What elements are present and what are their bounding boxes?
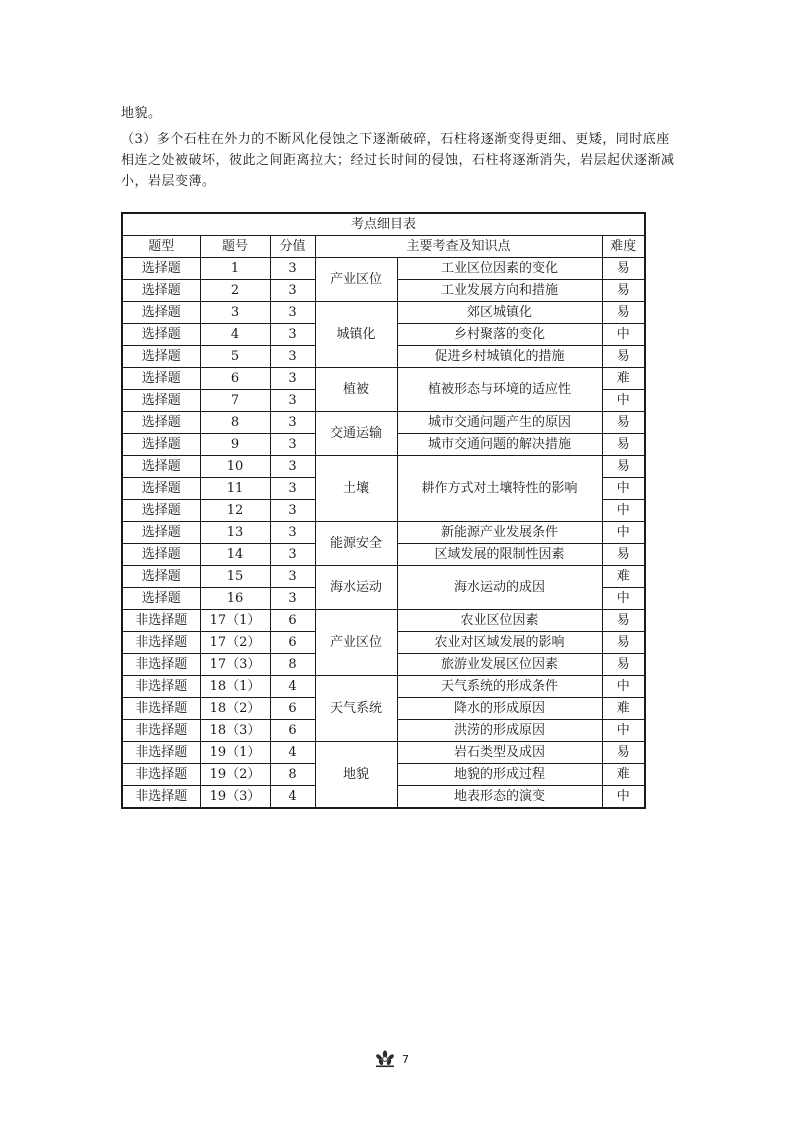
- cell-point: 城市交通问题产生的原因: [397, 412, 602, 434]
- cell-number: 10: [200, 456, 270, 478]
- cell-number: 18（2）: [200, 698, 270, 720]
- cell-point: 耕作方式对土壤特性的影响: [397, 456, 602, 522]
- cell-difficulty: 难: [602, 698, 645, 720]
- table-row: [122, 456, 645, 478]
- cell-difficulty: 易: [602, 610, 645, 632]
- page-footer: [374, 1050, 409, 1068]
- cell-point: 降水的形成原因: [397, 698, 602, 720]
- cell-number: 14: [200, 544, 270, 566]
- cell-point: 工业区位因素的变化: [397, 258, 602, 280]
- table-row: [122, 522, 645, 544]
- cell-type: 选择题: [122, 412, 200, 434]
- cell-type: 选择题: [122, 390, 200, 412]
- cell-type: 非选择题: [122, 720, 200, 742]
- cell-type: 选择题: [122, 500, 200, 522]
- table-row: [122, 302, 645, 324]
- cell-point: 区域发展的限制性因素: [397, 544, 602, 566]
- cell-type: 非选择题: [122, 742, 200, 764]
- cell-score: 6: [270, 698, 315, 720]
- cell-score: 3: [270, 500, 315, 522]
- cell-type: 选择题: [122, 456, 200, 478]
- cell-score: 3: [270, 302, 315, 324]
- cell-type: 非选择题: [122, 610, 200, 632]
- cell-number: 3: [200, 302, 270, 324]
- cell-difficulty: 难: [602, 566, 645, 588]
- cell-point: 植被形态与环境的适应性: [397, 368, 602, 412]
- cell-point: 地貌的形成过程: [397, 764, 602, 786]
- cell-difficulty: 中: [602, 478, 645, 500]
- table-header-row: [122, 236, 645, 258]
- cell-difficulty: 易: [602, 346, 645, 368]
- table-row: [122, 412, 645, 434]
- cell-number: 19（3）: [200, 786, 270, 809]
- cell-topic: 地貌: [315, 742, 397, 809]
- cell-number: 16: [200, 588, 270, 610]
- table-row: [122, 742, 645, 764]
- cell-number: 17（3）: [200, 654, 270, 676]
- cell-score: 6: [270, 632, 315, 654]
- paragraph-answer-3: （3）多个石柱在外力的不断风化侵蚀之下逐渐破碎，石柱将逐渐变得更细、更矮，同时底座相连之处被破坏，彼此之间距离拉大；经过长时间的侵蚀，石柱将逐渐消失，岩层起伏逐渐减小，岩层变薄。: [121, 132, 675, 189]
- cell-score: 8: [270, 764, 315, 786]
- cell-number: 8: [200, 412, 270, 434]
- cell-difficulty: 易: [602, 456, 645, 478]
- cell-score: 3: [270, 324, 315, 346]
- cell-difficulty: 易: [602, 654, 645, 676]
- cell-difficulty: 中: [602, 324, 645, 346]
- cell-number: 18（3）: [200, 720, 270, 742]
- cell-number: 4: [200, 324, 270, 346]
- cell-difficulty: 中: [602, 786, 645, 809]
- cell-type: 选择题: [122, 258, 200, 280]
- cell-difficulty: 难: [602, 368, 645, 390]
- cell-topic: 植被: [315, 368, 397, 412]
- cell-topic: 城镇化: [315, 302, 397, 368]
- cell-topic: 交通运输: [315, 412, 397, 456]
- cell-type: 选择题: [122, 346, 200, 368]
- cell-type: 选择题: [122, 434, 200, 456]
- cell-score: 3: [270, 522, 315, 544]
- cell-number: 17（2）: [200, 632, 270, 654]
- cell-difficulty: 易: [602, 434, 645, 456]
- cell-number: 1: [200, 258, 270, 280]
- cell-type: 选择题: [122, 522, 200, 544]
- cell-point: 农业区位因素: [397, 610, 602, 632]
- cell-difficulty: 中: [602, 522, 645, 544]
- cell-topic: 天气系统: [315, 676, 397, 742]
- cell-topic: 海水运动: [315, 566, 397, 610]
- cell-topic: 产业区位: [315, 610, 397, 676]
- cell-type: 选择题: [122, 478, 200, 500]
- cell-score: 6: [270, 610, 315, 632]
- cell-type: 选择题: [122, 302, 200, 324]
- table-row: [122, 368, 645, 390]
- cell-type: 非选择题: [122, 786, 200, 809]
- cell-type: 非选择题: [122, 632, 200, 654]
- cell-score: 3: [270, 434, 315, 456]
- cell-score: 8: [270, 654, 315, 676]
- cell-point: 洪涝的形成原因: [397, 720, 602, 742]
- cell-point: 农业对区域发展的影响: [397, 632, 602, 654]
- cell-point: 城市交通问题的解决措施: [397, 434, 602, 456]
- cell-score: 3: [270, 412, 315, 434]
- cell-difficulty: 中: [602, 588, 645, 610]
- cell-score: 3: [270, 346, 315, 368]
- cell-number: 17（1）: [200, 610, 270, 632]
- cell-type: 选择题: [122, 368, 200, 390]
- cell-number: 2: [200, 280, 270, 302]
- cell-type: 选择题: [122, 544, 200, 566]
- cell-number: 11: [200, 478, 270, 500]
- cell-number: 7: [200, 390, 270, 412]
- cell-point: 新能源产业发展条件: [397, 522, 602, 544]
- table-row: [122, 676, 645, 698]
- header-difficulty: 难度: [602, 236, 645, 258]
- cell-score: 3: [270, 566, 315, 588]
- cell-type: 非选择题: [122, 764, 200, 786]
- cell-type: 选择题: [122, 280, 200, 302]
- cell-difficulty: 易: [602, 412, 645, 434]
- paragraph-continuation: 地貌。: [121, 106, 162, 121]
- header-topic: 主要考查及知识点: [315, 236, 602, 258]
- cell-difficulty: 易: [602, 280, 645, 302]
- cell-score: 6: [270, 720, 315, 742]
- cell-point: 促进乡村城镇化的措施: [397, 346, 602, 368]
- cell-number: 15: [200, 566, 270, 588]
- cell-number: 6: [200, 368, 270, 390]
- cell-type: 选择题: [122, 566, 200, 588]
- table-row: [122, 258, 645, 280]
- header-score: 分值: [270, 236, 315, 258]
- cell-number: 12: [200, 500, 270, 522]
- cell-difficulty: 中: [602, 720, 645, 742]
- cell-difficulty: 中: [602, 390, 645, 412]
- cell-score: 3: [270, 258, 315, 280]
- cell-type: 非选择题: [122, 698, 200, 720]
- exam-detail-table: [121, 212, 646, 809]
- cell-difficulty: 易: [602, 302, 645, 324]
- page-number: 7: [402, 1052, 409, 1066]
- cell-point: 天气系统的形成条件: [397, 676, 602, 698]
- cell-score: 3: [270, 588, 315, 610]
- cell-type: 选择题: [122, 588, 200, 610]
- cell-difficulty: 易: [602, 544, 645, 566]
- cell-topic: 产业区位: [315, 258, 397, 302]
- cell-number: 9: [200, 434, 270, 456]
- cell-difficulty: 易: [602, 742, 645, 764]
- cell-difficulty: 中: [602, 500, 645, 522]
- cell-type: 非选择题: [122, 654, 200, 676]
- table-row: [122, 566, 645, 588]
- header-number: 题号: [200, 236, 270, 258]
- flower-logo-icon: [374, 1050, 396, 1068]
- cell-score: 4: [270, 786, 315, 809]
- cell-topic: 土壤: [315, 456, 397, 522]
- cell-type: 非选择题: [122, 676, 200, 698]
- cell-difficulty: 易: [602, 258, 645, 280]
- table-title: 考点细目表: [122, 213, 645, 236]
- cell-score: 4: [270, 676, 315, 698]
- cell-point: 工业发展方向和措施: [397, 280, 602, 302]
- cell-number: 19（2）: [200, 764, 270, 786]
- cell-score: 3: [270, 544, 315, 566]
- cell-number: 19（1）: [200, 742, 270, 764]
- cell-score: 3: [270, 478, 315, 500]
- cell-point: 旅游业发展区位因素: [397, 654, 602, 676]
- header-type: 题型: [122, 236, 200, 258]
- cell-point: 乡村聚落的变化: [397, 324, 602, 346]
- cell-number: 13: [200, 522, 270, 544]
- table-row: [122, 610, 645, 632]
- cell-point: 郊区城镇化: [397, 302, 602, 324]
- cell-difficulty: 易: [602, 632, 645, 654]
- cell-point: 海水运动的成因: [397, 566, 602, 610]
- cell-score: 4: [270, 742, 315, 764]
- cell-topic: 能源安全: [315, 522, 397, 566]
- cell-type: 选择题: [122, 324, 200, 346]
- cell-point: 岩石类型及成因: [397, 742, 602, 764]
- cell-number: 18（1）: [200, 676, 270, 698]
- cell-score: 3: [270, 456, 315, 478]
- cell-difficulty: 难: [602, 764, 645, 786]
- cell-score: 3: [270, 368, 315, 390]
- cell-point: 地表形态的演变: [397, 786, 602, 809]
- cell-score: 3: [270, 390, 315, 412]
- cell-score: 3: [270, 280, 315, 302]
- cell-number: 5: [200, 346, 270, 368]
- cell-difficulty: 中: [602, 676, 645, 698]
